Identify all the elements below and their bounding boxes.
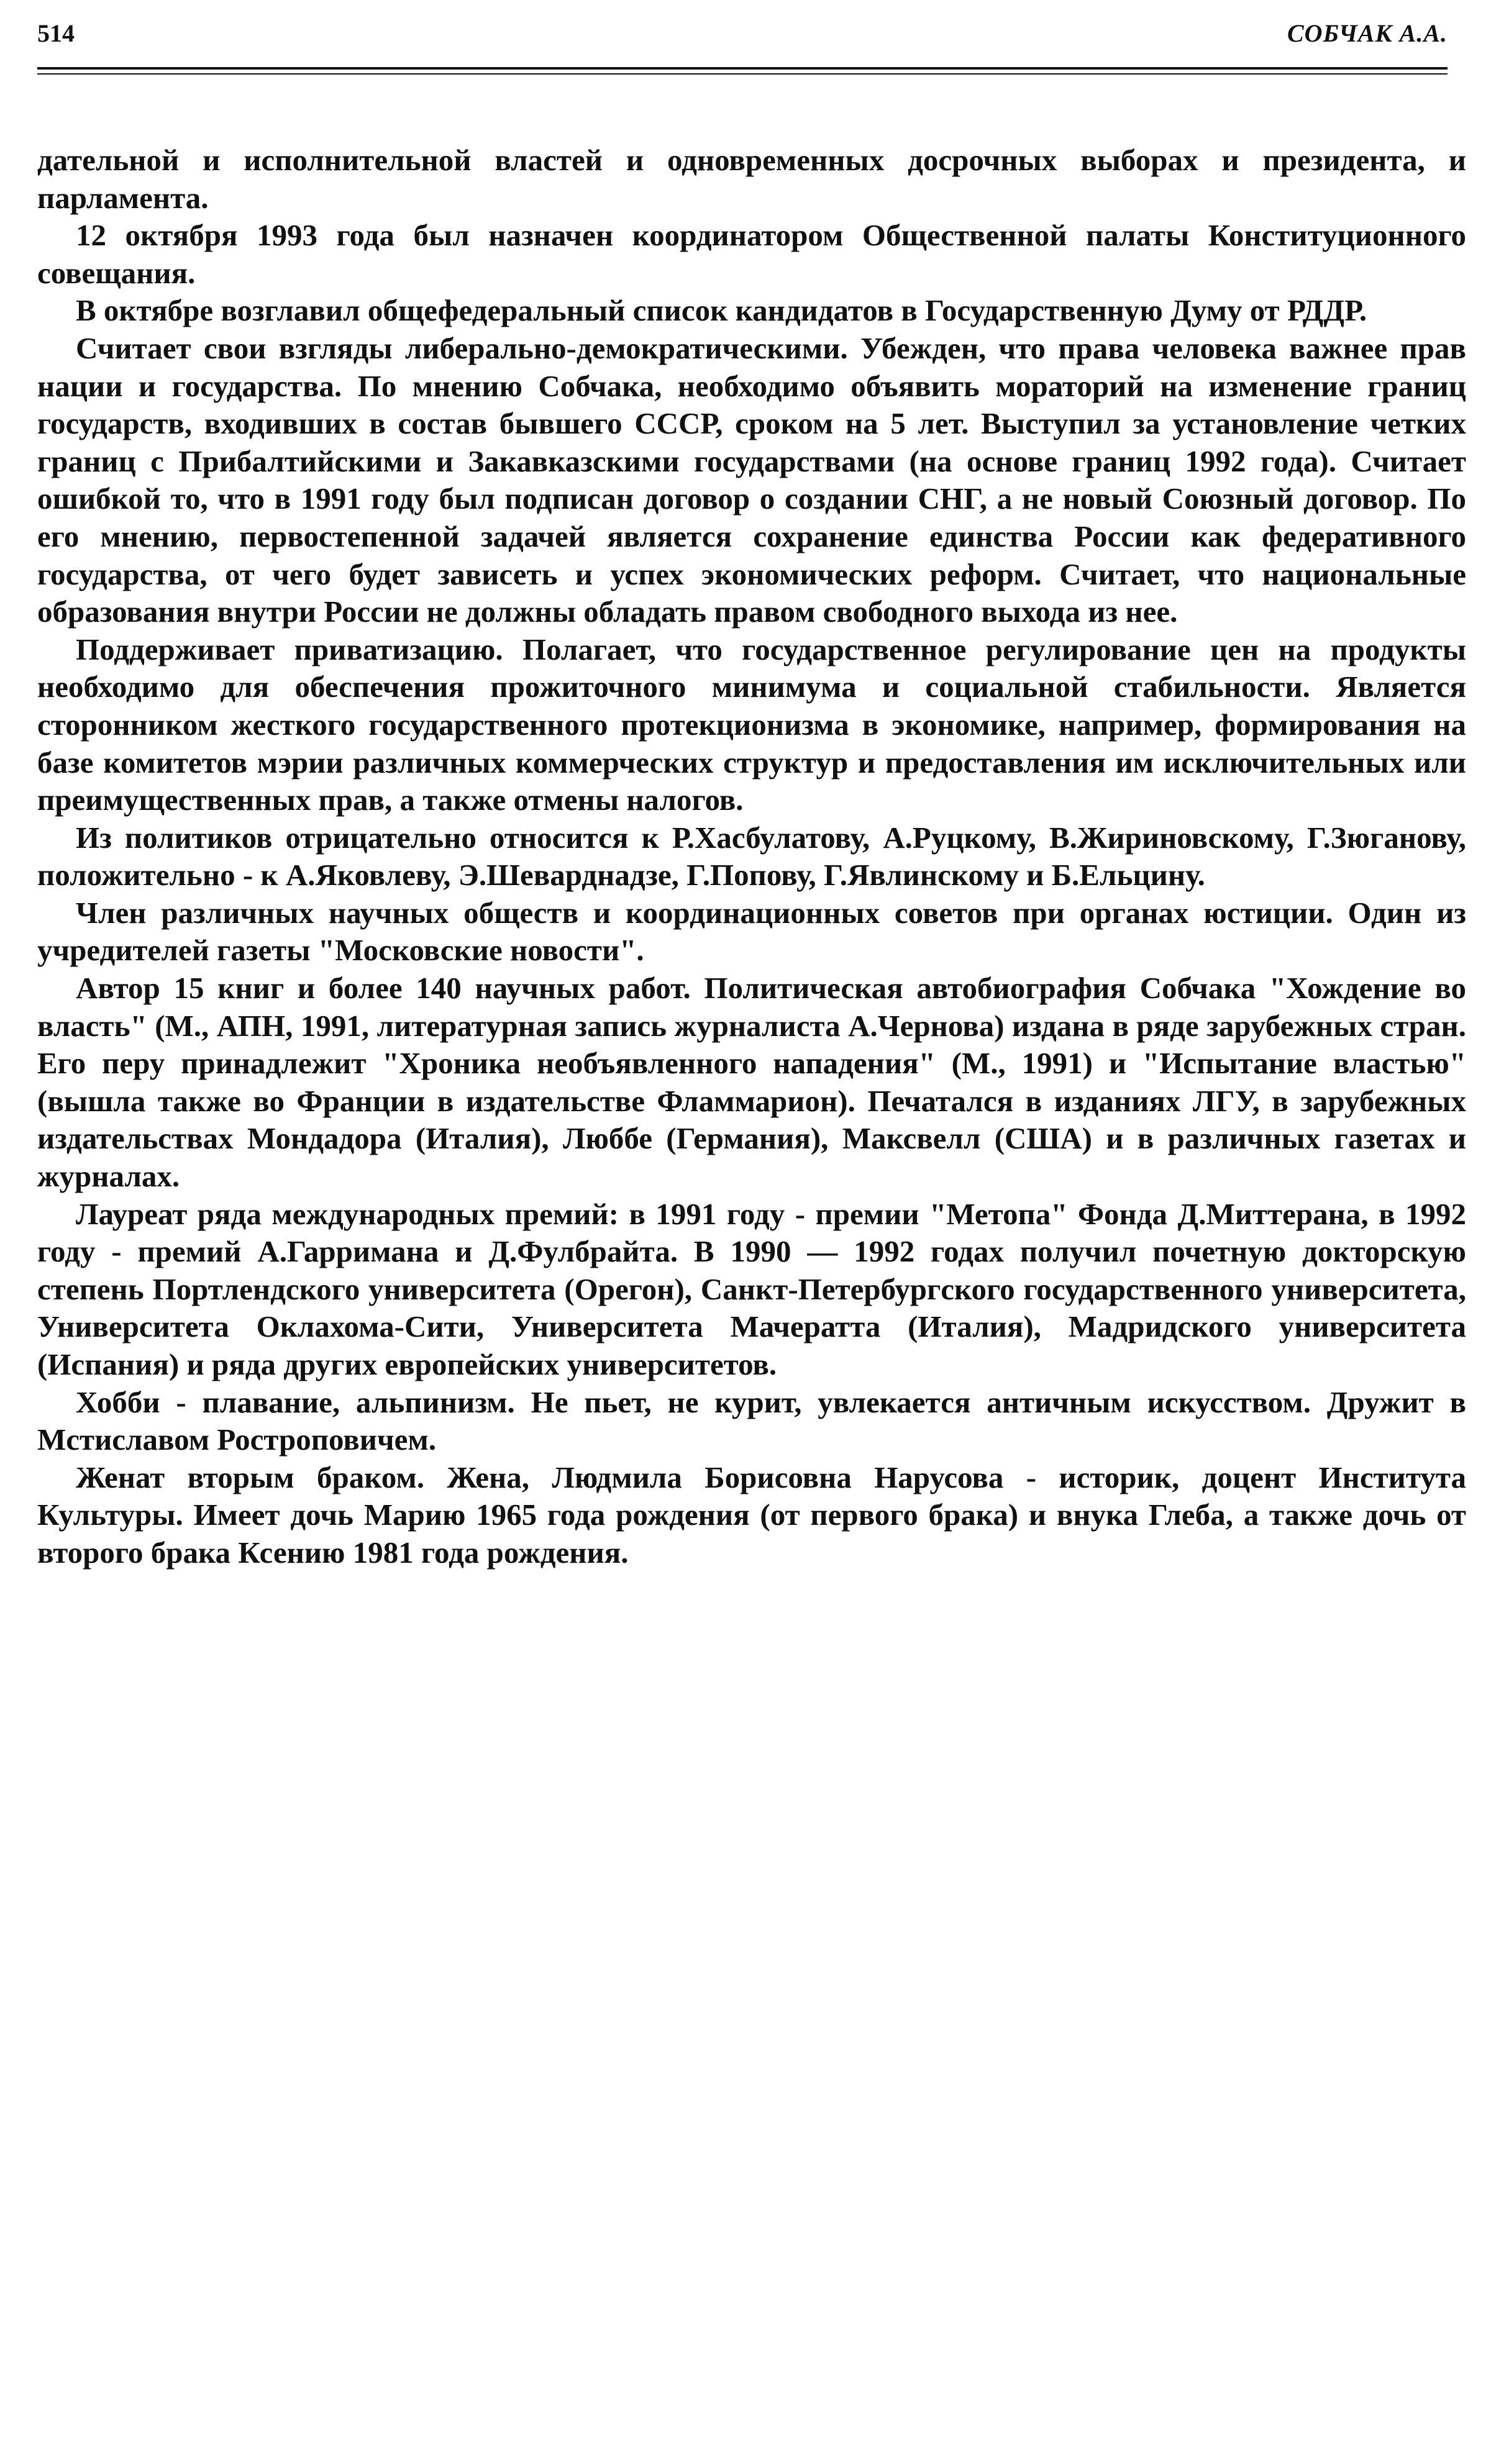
paragraph: Член различных научных обществ и координационных советов при органах юстиции. Один из учредителей газеты "Московские новости". [37,895,1466,968]
paragraph: Поддерживает приватизацию. Полагает, что государственное регулирование цен на продукты необходимо для обеспечения прожиточного минимума и социальной стабильности. Является сторонником жесткого государственного протекционизма в экономике, например, формирования на базе комитетов мэрии различных коммерческих структур и предоставления им исключительных или преимущественных прав, а также отмены налогов. [37,632,1466,817]
running-head: СОБЧАК А.А. [1287,19,1448,47]
paragraph: В октябре возглавил общефедеральный список кандидатов в Государственную Думу от РДДР. [76,293,1367,328]
paragraph: Автор 15 книг и более 140 научных работ. Политическая автобиография Собчака "Хождение во власть" (М., АПН, 1991, литературная запись журналиста А.Чернова) издана в ряде зарубежных стран. Его перу принадлежит "Хроника необъявленного нападения" (М., 1991) и "Испытание властью" (вышла также во Франции в издательстве Фламмарион). Печатался в изданиях ЛГУ, в зарубежных издательствах Мондадора (Италия), Люббе (Германия), Максвелл (США) и в различных газетах и журналах. [37,971,1466,1194]
page-header [37,16,1448,60]
paragraph: дательной и исполнительной властей и одновременных досрочных выборах и президента, и парламента. [37,143,1466,215]
paragraph: Хобби - плавание, альпинизм. Не пьет, не курит, увлекается античным искусством. Дружит в Мстиславом Ростроповичем. [37,1384,1466,1457]
header-rule-thick [37,67,1448,70]
paragraph: Из политиков отрицательно относится к Р.Хасбулатову, А.Руцкому, В.Жириновскому, Г.Зюганову, положительно - к А.Яковлеву, Э.Шеварднадзе, Г.Попову, Г.Явлинскому и Б.Ельцину. [37,820,1466,893]
paragraph: Считает свои взгляды либерально-демократическими. Убежден, что права человека важнее прав нации и государства. По мнению Собчака, необходимо объявить мораторий на изменение границ государств, входивших в состав бывшего СССР, сроком на 5 лет. Выступил за установление четких границ с Прибалтийскими и Закавказскими государствами (на основе границ 1992 года). Считает ошибкой то, что в 1991 году был подписан договор о создании СНГ, а не новый Союзный договор. По его мнению, первостепенной задачей является сохранение единства России как федеративного государства, от чего будет зависеть и успех экономических реформ. Считает, что национальные образования внутри России не должны обладать правом свободного выхода из нее. [37,330,1466,629]
paragraph: 12 октября 1993 года был назначен координатором Общественной палаты Конституционного совещания. [37,218,1466,290]
body-text [37,142,1466,1572]
paragraph: Лауреат ряда международных премий: в 1991 году - премии "Метопа" Фонда Д.Миттерана, в 1992 году - премий А.Гарримана и Д.Фулбрайта. В 1990 — 1992 годах получил почетную докторскую степень Портлендского университета (Орегон), Санкт-Петербургского государственного университета, Университета Оклахома-Сити, Университета Мачератта (Италия), Мадридского университета (Испания) и ряда других европейских университетов. [37,1196,1466,1381]
header-rule-thin [37,73,1448,75]
paragraph: Женат вторым браком. Жена, Людмила Борисовна Нарусова - историк, доцент Института Культуры. Имеет дочь Марию 1965 года рождения (от первого брака) и внука Глеба, а также дочь от второго брака Ксению 1981 года рождения. [37,1460,1466,1570]
page-number: 514 [37,19,75,47]
